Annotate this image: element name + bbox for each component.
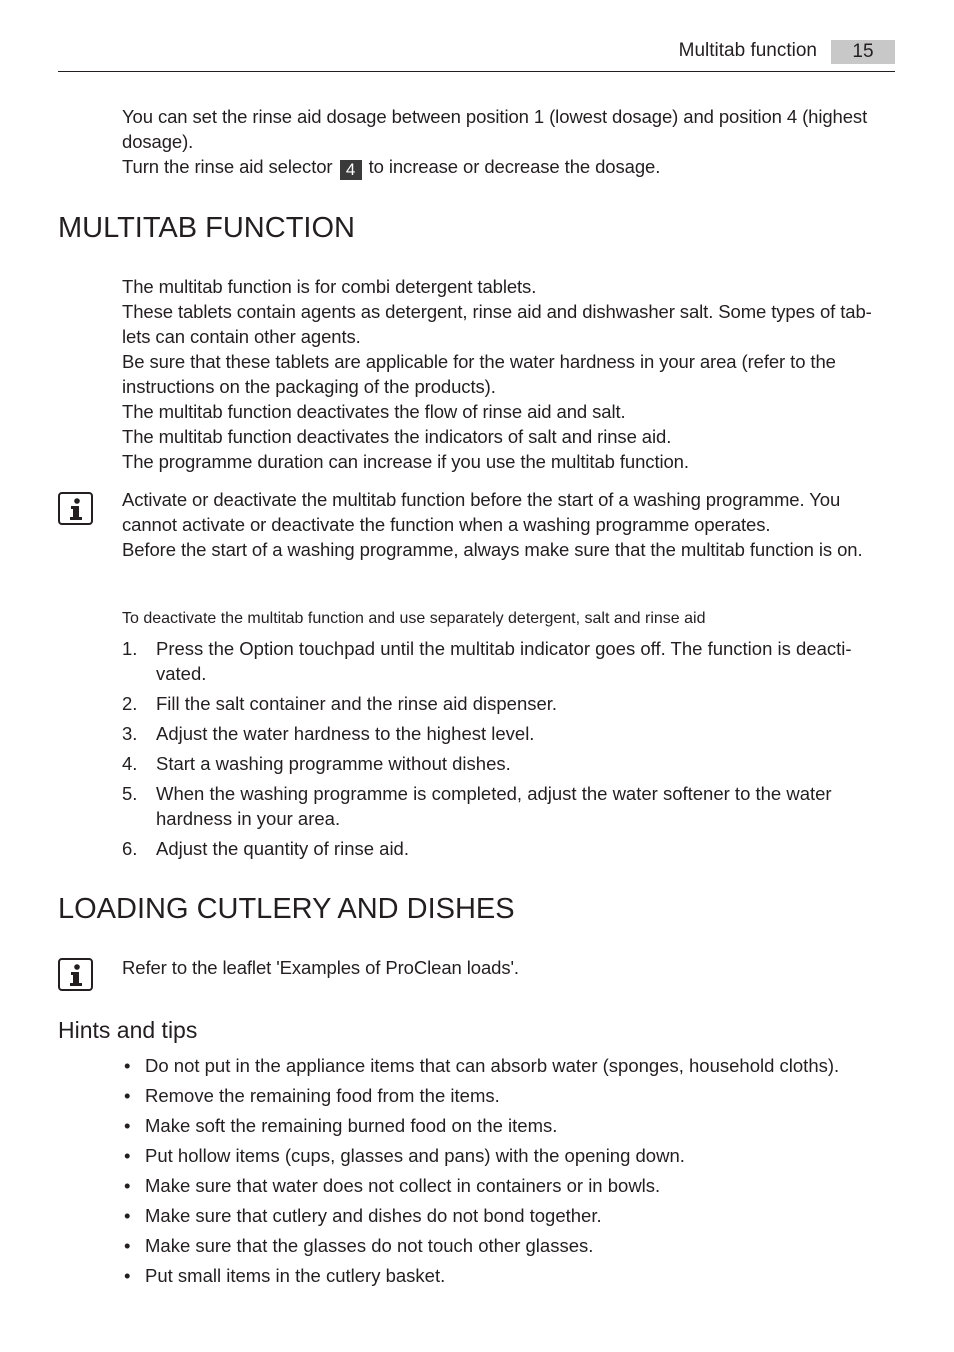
step-text: Start a washing programme without dishes.: [156, 753, 511, 774]
list-item: • Make sure that water does not collect in containers or in bowls.: [122, 1173, 894, 1198]
page-header: [58, 38, 895, 72]
multitab-heading: MULTITAB FUNCTION: [58, 212, 355, 244]
step-text: Press the Option touchpad until the multitab indicator goes off. The function is deacti-vated.: [156, 638, 852, 684]
list-item: [122, 836, 894, 861]
intro-text: [122, 104, 894, 180]
list-item: [122, 691, 894, 716]
step-number: 1.: [122, 638, 138, 659]
list-item: • Put small items in the cutlery basket.: [122, 1263, 894, 1288]
deactivate-subheading: To deactivate the multitab function and use separately detergent, salt and rinse aid: [122, 610, 706, 627]
list-item: • Make sure that cutlery and dishes do not bond together.: [122, 1203, 894, 1228]
intro-line-1: You can set the rinse aid dosage between position 1 (lowest dosage) and position 4 (highest dosage).: [122, 106, 868, 152]
list-item: • Remove the remaining food from the items.: [122, 1083, 894, 1108]
list-item: [122, 781, 894, 831]
info-icon: [58, 958, 93, 991]
multitab-paragraph: The programme duration can increase if you use the multitab function.: [122, 451, 689, 472]
list-item: • Make soft the remaining burned food on the items.: [122, 1113, 894, 1138]
hints-list: [122, 1053, 894, 1293]
multitab-paragraph: The multitab function deactivates the flow of rinse aid and salt.: [122, 401, 626, 422]
step-number: 6.: [122, 838, 138, 859]
multitab-paragraph: These tablets contain agents as detergent, rinse aid and dishwasher salt. Some types of tab-lets can contain other agents.: [122, 301, 872, 347]
info-icon: [58, 492, 93, 525]
page-number: 15: [831, 40, 895, 64]
multitab-paragraph: The multitab function deactivates the indicators of salt and rinse aid.: [122, 426, 672, 447]
intro-line-2-end: to increase or decrease the dosage.: [368, 156, 661, 177]
intro-line-2-start: Turn the rinse aid selector: [122, 156, 333, 177]
deactivate-steps: [122, 636, 894, 866]
step-number: 4.: [122, 753, 138, 774]
list-item: • Make sure that the glasses do not touch other glasses.: [122, 1233, 894, 1258]
rinse-aid-selector-label: 4: [340, 160, 362, 180]
list-item: • Do not put in the appliance items that can absorb water (sponges, household cloths).: [122, 1053, 894, 1078]
header-title: Multitab function: [678, 40, 817, 61]
step-text: Fill the salt container and the rinse aid dispenser.: [156, 693, 558, 714]
step-number: 3.: [122, 723, 138, 744]
info-note-paragraph: Before the start of a washing programme, always make sure that the multitab function is on.: [122, 539, 863, 560]
multitab-info-note: [122, 487, 894, 562]
info-note-paragraph: Activate or deactivate the multitab function before the start of a washing programme. You cannot activate or deactivate the function when a washing programme operates.: [122, 489, 841, 535]
multitab-paragraph: Be sure that these tablets are applicable for the water hardness in your area (refer to the instructions on the packaging of the products).: [122, 351, 836, 397]
list-item: [122, 751, 894, 776]
hints-heading: Hints and tips: [58, 1017, 198, 1043]
list-item: • Put hollow items (cups, glasses and pans) with the opening down.: [122, 1143, 894, 1168]
step-number: 2.: [122, 693, 138, 714]
loading-heading: LOADING CUTLERY AND DISHES: [58, 893, 515, 925]
list-item: [122, 721, 894, 746]
step-text: Adjust the quantity of rinse aid.: [156, 838, 409, 859]
step-text: When the washing programme is completed, adjust the water softener to the water hardness in your area.: [156, 783, 832, 829]
intro-line-2: [122, 154, 894, 180]
multitab-paragraph: The multitab function is for combi detergent tablets.: [122, 276, 537, 297]
step-number: 5.: [122, 783, 138, 804]
list-item: [122, 636, 894, 686]
step-text: Adjust the water hardness to the highest level.: [156, 723, 535, 744]
loading-info-note: Refer to the leaflet 'Examples of ProClean loads'.: [122, 957, 519, 978]
multitab-description: [122, 274, 894, 474]
